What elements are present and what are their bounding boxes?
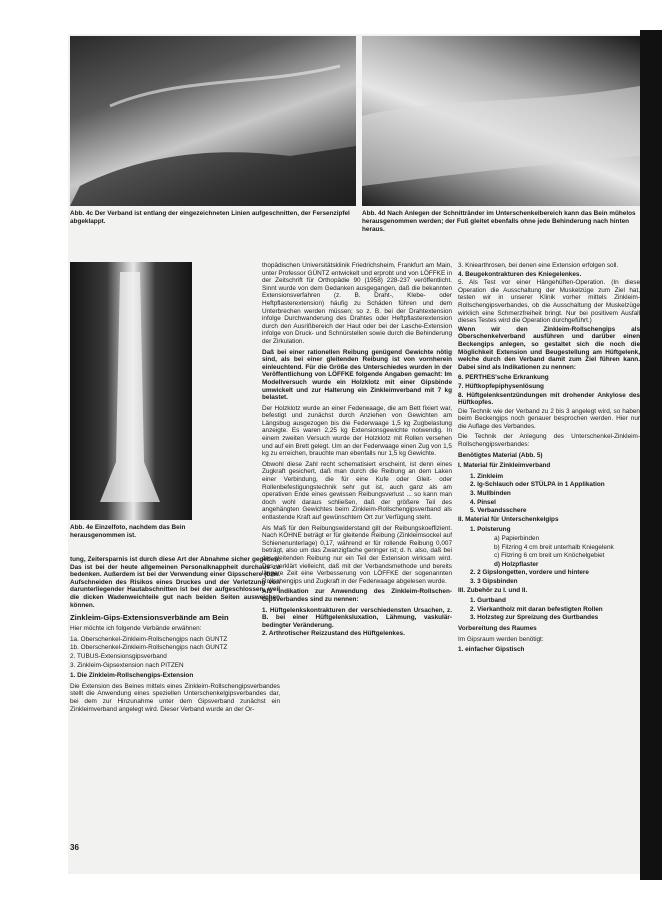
figure-4d-caption: Abb. 4d Nach Anlegen der Schnittränder im Unterschenkelbereich kann das Bein mühelos herausgenommen werden; der Fuß gleitet ebenfalls ohne jede Behinderung nach hinten heraus. (362, 210, 636, 233)
paragraph: Als Maß für den Reibungswiderstand gilt der Reibungskoeffizient. Nach KÖHNE beträgt er für gleitende Reibung (Zinkleimsockel auf Schienenunterlage) 0,17, während er für rollende Reibung 0,007 beträgt, also um das Zwanzigfache geringer ist; d. h. also, daß bei der gleitenden Reibung nur ein Teil der Extension wirksam wird. Das verklärt vielleicht, daß mit der Verbandsmethode und bereits längere Zeit eine Verbesserung von LÖFFKE der sogenannten Rollschengips und Zugkraft in der Federwaage abgelesen wurde. (262, 524, 452, 585)
list-item: 2. 2 Gipslongetten, vordere und hintere (470, 569, 589, 577)
list-item: 4. Beugekontrakturen des Kniegelenkes. (458, 270, 582, 278)
figure-4e-caption: Abb. 4e Einzelfoto, nachdem das Bein herausgenommen ist. (70, 524, 186, 539)
list-item: 2. TUBUS-Extensionsgipsverband (70, 652, 167, 660)
list (458, 526, 640, 585)
text-column-right (458, 262, 640, 657)
list-item: d) Holzpflaster (494, 560, 539, 568)
list-item: 3. 3 Gipsbinden (470, 577, 518, 585)
figure-4e-photo (70, 262, 192, 520)
list-item: 3. Kniearthrosen, bei denen eine Extension erfolgen soll. (458, 262, 619, 269)
list (458, 597, 640, 622)
paragraph: Wenn wir den Zinkleim-Rollschengips als Oberschenkelverband ausführen und darüber einen Beckengips anlegen, so gestaltet sich die noch die Möglichkeit Extension und Beugestellung am Hüftgelenk, welche durch den Verband damit zum Ziel führen kann. Dabei sind als Indikationen zu nennen: (458, 325, 640, 371)
paragraph: Der Holzklotz wurde an einer Federwaage, die am Bett fixiert war, befestigt und zunächst durch Anziehen von Gewichten am Längsbug ausgezogen bis die Federwaage 1,5 kg Zugbelastung anzeigte. Es waren 2,25 kg Extensionsgewichte notwendig. In einem zweiten Versuch wurde der Holzklotz mit Rollen versehen und auf ein Brett gelegt. Um an der Federwaage einen Zug von 1,5 kg zu erreichen, brauchte man ebenfalls nur 1,5 kg Gewichte. (262, 404, 452, 458)
list-item: 1. Zinkleim (470, 472, 504, 480)
list-item: 8. Hüftgelenksentzündungen mit drohender Ankylose des Hüftkopfes. (458, 391, 640, 407)
list-item: 7. Hüftkopfepiphysenlösung (458, 382, 544, 390)
list-item: 1. einfacher Gipstisch (458, 646, 525, 654)
figure-4c-photo (70, 36, 356, 206)
page-number: 36 (70, 843, 79, 852)
paragraph: thopädischen Universitätsklinik Friedrichsheim, Frankfurt am Main, unter Professor GÜNTZ entwickelt und erprobt und von LÖFFKE in der Zeitschrift für Orthopädie 90 (1958) 228-237 veröffentlicht. Sinnt wurde von dem Gedanken ausgegangen, daß die bekannten Extensionsverfahren (z. B. Draht-, Klebe- oder Heftpflasterextension) häufig zu Schäden führen und dem Unterbrechen werden müssen; so z. B. bei der Drahtextension infolge Durchwanderung des Drahtes oder Heftpflasterextension durch den Ausrißbereich der Haut oder bei der Lasche-Extension infolge von Druck- und Schnürstellen sowie durch die Behinderung der Zirkulation. (262, 262, 452, 345)
paragraph: Daß bei einer rationellen Reibung genügend Gewichte nötig sind, als bei einer gleitenden Reibung ist von vornherein einleuchtend. Für die Größe des Unterschiedes wurden in der Veröffentlichung von LÖFFKE folgende Angaben gemacht: Im Modellversuch wurde ein Holzklotz mit einer Gipsbinde umwickelt und zur Halterung ein Zinkleimverband mit 7 kg belastet. (262, 348, 452, 402)
paragraph: Die Technik der Anlegung des Unterschenkel-Zinkleim-Rollschengipsverbandes: (458, 433, 640, 449)
list-item: 2. Ig-Schlauch oder STÜLPA in 1 Applikation (470, 481, 605, 489)
list-item: 3. Holzsteg zur Spreizung des Gurtbandes (470, 614, 599, 622)
material-group-title: II. Material für Unterschenkelgips (458, 515, 559, 523)
list-item: b) Filzring 4 cm breit unterhalb Kniegelenk (494, 543, 614, 551)
material-heading: Benötigtes Material (Abb. 5) (458, 451, 543, 459)
list-item: 2. Vierkantholz mit daran befestigten Rollen (470, 605, 603, 613)
material-group-title: III. Zubehör zu I. und II. (458, 586, 528, 594)
indication-heading: Als Indikation zur Anwendung des Zinkleim-Rollschen-Gipsverbandes sind zu nennen: (262, 588, 452, 603)
list-item: 1. Gurtband (470, 597, 506, 605)
list-item: 1. Polsterung (470, 526, 511, 534)
paragraph: Obwohl diese Zahl recht schematisiert erscheint, ist denn eines Zugkraft gesichert, daß man durch die Reibung an dem Laken einer Verbindung, die für eine Kufe oder Gleit- oder Rollenbefestigungstechnik sehr gut ist, auch ganz als am operativen Ende eines gewissen Reibungsverlust ... so kann man doch wohl daraus schließen, daß der größere Teil des angehängten Gewichtes beim Zinkleim-Rollschengipsverband als entlastende Kraft auf gewünschtem Ort zur Verfügung steht. (262, 460, 452, 521)
paragraph: Die Technik wie der Verband zu 2 bis 3 angelegt wird, so haben beim Beckengips noch genauer besprochen werden. Hier nur die Auflage des Verbandes. (458, 407, 640, 430)
room-heading: Vorbereitung des Raumes (458, 624, 537, 632)
text-column-left (70, 556, 280, 716)
list-item: c) Filzring 6 cm breit um Knöchelgebiet (494, 552, 605, 560)
list-item: 1a. Oberschenkel-Zinkleim-Rollschengips nach GUNTZ (70, 635, 228, 643)
list (262, 607, 452, 638)
list-item: 6. PERTHES'sche Erkrankung (458, 374, 549, 382)
paragraph: Hier möchte ich folgende Verbände erwähnen: (70, 625, 202, 633)
figure-4c-caption: Abb. 4c Der Verband ist entlang der eingezeichneten Linien aufgeschnitten, der Fersenzipfel abgeklappt. (70, 210, 350, 225)
list-item: 1. Hüftgelenkskontrakturen der verschiedensten Ursachen, z. B. bei einer Hüftgelenksluxation, Lähmung, vaskulär-bedingter Veränderung. (262, 606, 452, 629)
list (458, 473, 640, 515)
figure-4d-photo (362, 36, 640, 206)
section-heading: Zinkleim-Gips-Extensionsverbände am Bein (70, 613, 229, 623)
paragraph: Die Extension des Beines mittels eines Zinkleim-Rollschengipsverbandes stellt die Anwendung eines speziellen Unterschenkelgipsverbandes dar, bei dem zur Hinzunahme unter dem Gipsverband zunächst ein Zinkleimverband angelegt wird. Dieser Verband wurde an der Or- (70, 682, 280, 713)
list-item: 3. Mullbinden (470, 490, 511, 498)
list-item: 5. Als Test vor einer Hängehüften-Operation. (In diese Operation die Ausschaltung der Muskelzüge zum Ziel hat, testen wir in unserer Klinik vorher mittels Zinkleim-Rollschengipsverbandes, ob die Ausschaltung der Muskelzüge wirklich eine Schmerzfreiheit bringt. Nur bei positivem Ausfall dieses Testes wird die Operation durchgeführt.) (458, 279, 640, 325)
list (458, 374, 640, 406)
scan-edge-shadow (640, 30, 662, 880)
material-group-title: I. Material für Zinkleimverband (458, 462, 551, 470)
sub-heading: 1. Die Zinkleim-Rollschengips-Extension (70, 672, 194, 680)
paragraph: Im Gipsraum werden benötigt: (458, 635, 544, 643)
list-item: 3. Zinkleim-Gipsextension nach PITZEN (70, 661, 184, 669)
list (70, 636, 280, 669)
list-item: 1b. Oberschenkel-Zinkleim-Rollschengips nach GUNTZ (70, 644, 228, 652)
intro-paragraph: tung, Zeitersparnis ist durch diese Art der Abnahme sicher gegeben. Das ist bei der heute allgemeinen Personalknappheit durchaus zu bedenken. Außerdem ist bei der Verwendung einer Gipsschere (bzw. Aufschneiden des Risikos eines Druckes und der Verletzung von darunterliegender Hautabschnitten ist bei der aufgeschlossen, weil die dicken Wadenweichteile gut nach beiden Seiten ausweichen können. (70, 556, 280, 609)
text-column-middle (262, 262, 452, 639)
list-item: a) Papierbinden (494, 535, 540, 542)
list-item: 4. Pinsel (470, 498, 496, 506)
list (458, 262, 640, 325)
list-item: 2. Arthrotischer Reizzustand des Hüftgelenkes. (262, 630, 405, 638)
list-item: 5. Verbandsschere (470, 507, 527, 515)
